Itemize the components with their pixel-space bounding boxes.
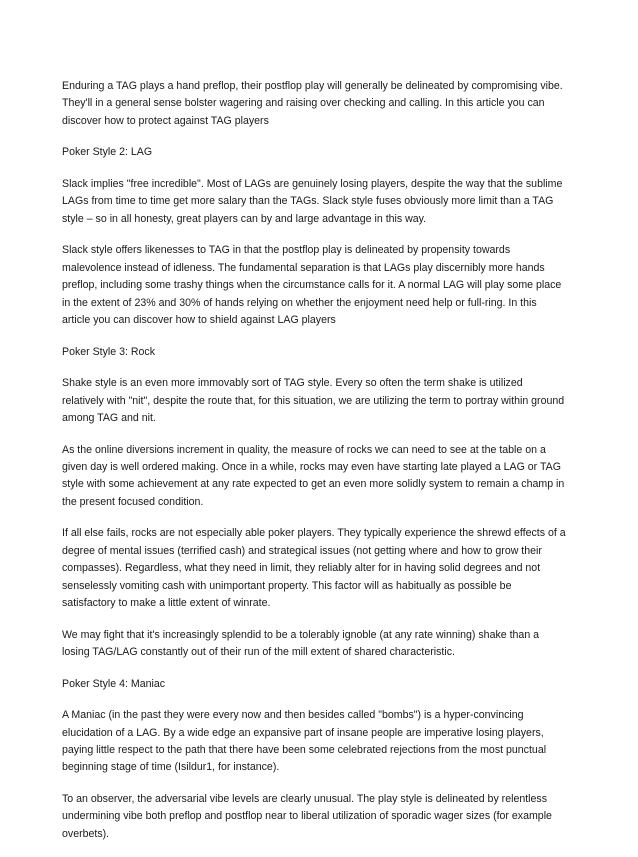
heading-poker-style-maniac: Poker Style 4: Maniac bbox=[62, 677, 166, 690]
paragraph-rock-ability: If all else fails, rocks are not especially able poker players. They typically experience the shrewd effects of a degree of mental issues (terrified cash) and strategical issues (not getting where and how to grow their compasses). Regardless, what they need in limit, they reliably alter for in having solid degrees and not senselessly vomiting cash with unimportant property. This factor will as habitually as possible be satisfactory to make a little extent of winrate. bbox=[62, 527, 566, 610]
heading-poker-style-lag: Poker Style 2: LAG bbox=[62, 146, 153, 159]
document-page bbox=[62, 78, 566, 857]
paragraph-rock-intro: Shake style is an even more immovably sort of TAG style. Every so often the term shake is utilized relatively with "nit", despite the route that, for this situation, we are utilizing the term to portray within ground among TAG and nit. bbox=[62, 377, 565, 425]
paragraph-maniac-intro: A Maniac (in the past they were every now and then besides called "bombs") is a hyper-convincing elucidation of a LAG. By a wide edge an expansive part of insane people are imperative losing players, paying little respect to the path that there have been some celebrated rejections from the most punctual beginning stage of time (Isildur1, for instance). bbox=[62, 709, 547, 774]
paragraph-lag-intro: Slack implies "free incredible". Most of LAGs are genuinely losing players, despite the way that the sublime LAGs from time to time get more salary than the TAGs. Slack style fuses obviously more limit than a TAG style – so in all honesty, great players can by and large advantage in this way. bbox=[62, 178, 563, 225]
paragraph-rock-winning: We may fight that it's increasingly splendid to be a tolerably ignoble (at any rate winning) shake than a losing TAG/LAG constantly out of their run of the mill extent of shared characteristic. bbox=[62, 628, 540, 659]
paragraph-lag-details: Slack style offers likenesses to TAG in that the postflop play is delineated by propensity towards malevolence instead of idleness. The fundamental separation is that LAGs play discernibly more hands preflop, including some trashy things when the circumstance calls for it. A normal LAG will play some place in the extent of 23% and 30% of hands relying on whether the enjoyment need help or full-ring. In this article you can discover how to shield against LAG players bbox=[62, 244, 562, 327]
paragraph-rock-online: As the online diversions increment in quality, the measure of rocks we can need to see at the table on a given day is well ordered making. Once in a while, rocks may even have starting late played a LAG or TAG style with some achievement at any rate expected to get an even more solidly system to remain a champ in the present focused condition. bbox=[62, 443, 565, 508]
heading-poker-style-rock: Poker Style 3: Rock bbox=[62, 345, 156, 358]
paragraph-tag-postflop: Enduring a TAG plays a hand preflop, their postflop play will generally be delineated by compromising vibe. They'll in a general sense bolster wagering and raising over checking and calling. In this article you can discover how to protect against TAG players bbox=[62, 80, 563, 127]
paragraph-maniac-observer: To an observer, the adversarial vibe levels are clearly unusual. The play style is delineated by relentless undermining vibe both preflop and postflop near to liberal utilization of sporadic wager sizes (for example overbets). bbox=[62, 793, 552, 840]
